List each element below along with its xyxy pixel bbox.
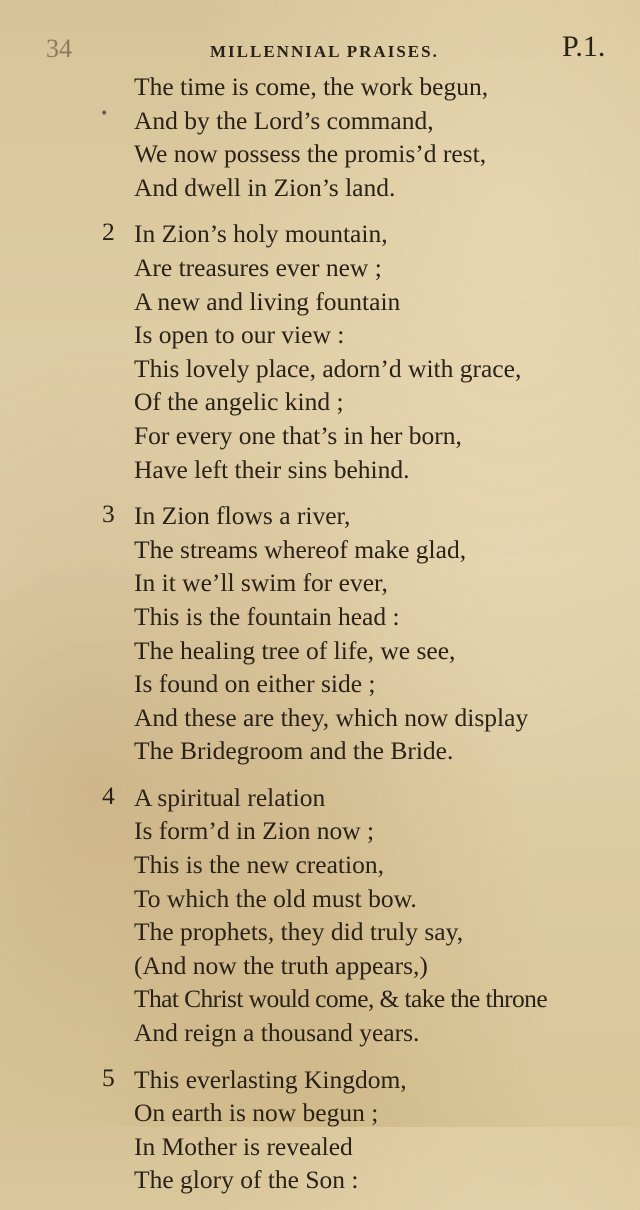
- verse-line: The time is come, the work begun,: [134, 72, 489, 101]
- page-header: [0, 28, 640, 68]
- verse-line: Are treasures ever new ;: [134, 252, 382, 282]
- verse-2: [102, 217, 622, 486]
- verse-line: A new and living fountain: [134, 286, 401, 316]
- verse-1: [102, 70, 622, 204]
- verse-number: 3: [102, 499, 115, 529]
- verse-line: And by the Lord’s command,: [134, 105, 434, 135]
- verse-line: That Christ would come, & take the throne: [134, 984, 548, 1014]
- verse-line: The healing tree of life, we see,: [134, 635, 456, 665]
- verse-3: [102, 499, 622, 768]
- verse-line: On earth is now begun ;: [134, 1098, 379, 1128]
- verse-line: The streams whereof make glad,: [134, 534, 467, 564]
- verse-line: For every one that’s in her born,: [134, 420, 462, 450]
- verse-line: This is the new creation,: [134, 850, 384, 880]
- verse-line: And these are they, which now display: [134, 702, 529, 732]
- verse-line: A spiritual relation: [134, 782, 326, 812]
- verse-5: [102, 1063, 622, 1197]
- verse-line: Is open to our view :: [134, 320, 345, 350]
- verse-line: (And now the truth appears,): [134, 950, 428, 980]
- verse-line: We now possess the promis’d rest,: [134, 139, 487, 169]
- hymn-text: [102, 70, 622, 1210]
- verse-line: The Bridegroom and the Bride.: [134, 736, 454, 766]
- margin-marker: •: [100, 106, 109, 122]
- verse-line: Is form’d in Zion now ;: [134, 816, 375, 846]
- verse-line: In Zion flows a river,: [134, 501, 351, 531]
- running-title: MILLENNIAL PRAISES.: [210, 42, 439, 61]
- verse-line: In it we’ll swim for ever,: [134, 568, 388, 598]
- verse-line: This is the fountain head :: [134, 601, 400, 631]
- verse-line: In Zion’s holy mountain,: [134, 219, 388, 249]
- verse-line: This lovely place, adorn’d with grace,: [134, 353, 522, 383]
- verse-line: And reign a thousand years.: [134, 1018, 420, 1048]
- verse-line: Is found on either side ;: [134, 669, 376, 699]
- verse-line: And dwell in Zion’s land.: [134, 172, 396, 202]
- verse-4: [102, 781, 622, 1050]
- verse-line: The prophets, they did truly say,: [134, 917, 464, 947]
- meter-label: P.1.: [562, 30, 606, 63]
- verse-number: 2: [102, 217, 115, 247]
- verse-line: The glory of the Son :: [134, 1165, 359, 1195]
- verse-number: 4: [102, 780, 115, 810]
- verse-line: Have left their sins behind.: [134, 454, 410, 484]
- verse-line: Of the angelic kind ;: [134, 387, 344, 417]
- verse-line: In Mother is revealed: [134, 1131, 353, 1161]
- page-number: 34: [46, 34, 72, 63]
- verse-number: 5: [102, 1062, 115, 1092]
- verse-line: This everlasting Kingdom,: [134, 1064, 407, 1094]
- verse-line: To which the old must bow.: [134, 883, 417, 913]
